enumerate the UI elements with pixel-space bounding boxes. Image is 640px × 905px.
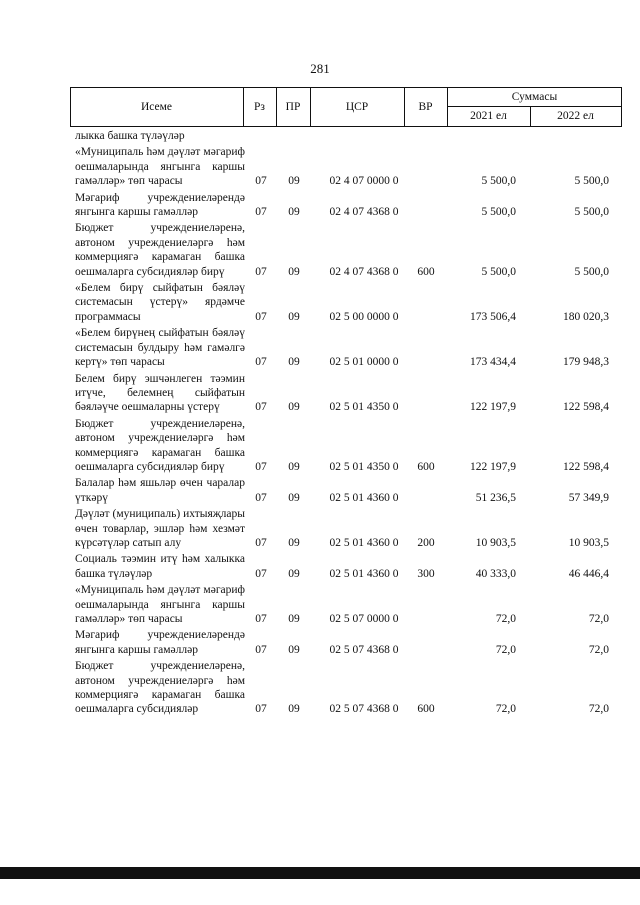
- table-body: [70, 127, 622, 717]
- row-name: Мәгариф учреждениеләрендә янгынга каршы гамәлләр: [75, 629, 245, 656]
- row-pr: 09: [288, 613, 300, 625]
- table-row: [70, 326, 622, 369]
- row-name: Дәүләт (муниципаль) ихтыяҗлары өчен товарлар, эшләр һәм хезмәт күрсәтүләр сатып алу: [75, 508, 245, 549]
- header-sums: Суммасы: [511, 90, 558, 103]
- row-name: Бюджет учреждениеләренә, автоном учреждениеләргә һәм коммерциягә карамаган башка оешмаларга субсидияләр: [75, 660, 245, 716]
- row-sum-2022: 57 349,9: [568, 491, 609, 504]
- row-sum-2021: 173 506,4: [470, 310, 516, 323]
- row-pr: 09: [288, 643, 300, 656]
- row-rz: 07: [255, 567, 267, 580]
- row-sum-2021: 72,0: [495, 643, 516, 656]
- row-name: Бюджет учреждениеләренә, автоном учреждениеләргә һәм коммерциягә карамаган башка оешмаларга субсидияләр бирү: [75, 417, 245, 473]
- row-sum-2021: 122 197,9: [470, 460, 516, 473]
- row-csr: 02 4 07 0000 0: [329, 175, 399, 188]
- row-csr: 02 5 01 4350 0: [329, 401, 399, 414]
- row-vr: 200: [417, 536, 435, 549]
- row-csr: 02 5 07 4368 0: [329, 703, 399, 716]
- row-name: «Белем бирүнең сыйфатын бәяләү системасын булдыру һәм гамәлгә кертү» төп чарасы: [75, 327, 245, 369]
- row-pr: 09: [288, 175, 300, 188]
- row-csr: 02 4 07 4368 0: [329, 265, 399, 278]
- row-sum-2021: 5 500,0: [481, 206, 516, 219]
- table-row: [70, 129, 622, 143]
- row-sum-2022: 122 598,4: [563, 460, 609, 473]
- header-csr: ЦСР: [345, 100, 369, 113]
- row-pr: 09: [288, 567, 300, 580]
- row-rz: 07: [255, 703, 267, 716]
- row-rz: 07: [255, 206, 267, 219]
- row-csr: 02 5 07 4368 0: [329, 643, 399, 656]
- row-sum-2022: 5 500,0: [574, 175, 609, 188]
- row-sum-2022: 72,0: [588, 703, 609, 716]
- page-number: 281: [310, 61, 330, 76]
- row-pr: 09: [288, 356, 300, 369]
- page-bottom-bar: [0, 867, 640, 879]
- row-name: Бюджет учреждениеләренә, автоном учреждениеләргә һәм коммерциягә карамаган башка оешмаларга субсидияләр бирү: [75, 222, 245, 278]
- row-sum-2021: 5 500,0: [481, 265, 516, 278]
- row-sum-2021: 72,0: [495, 613, 516, 625]
- row-csr: 02 5 00 0000 0: [329, 310, 399, 323]
- table-row: [70, 417, 622, 475]
- row-csr: 02 5 01 0000 0: [329, 356, 399, 369]
- row-sum-2021: 51 236,5: [475, 491, 516, 504]
- row-sum-2022: 5 500,0: [574, 265, 609, 278]
- table-header: [70, 87, 622, 127]
- row-rz: 07: [255, 491, 267, 504]
- row-sum-2021: 122 197,9: [470, 401, 516, 414]
- row-rz: 07: [255, 401, 267, 414]
- row-sum-2021: 40 333,0: [475, 567, 516, 580]
- row-sum-2021: 10 903,5: [475, 536, 516, 549]
- row-sum-2021: 72,0: [495, 703, 516, 716]
- row-csr: 02 4 07 4368 0: [329, 206, 399, 219]
- row-sum-2021: 173 434,4: [470, 356, 516, 369]
- row-sum-2022: 72,0: [588, 613, 609, 625]
- header-vr: ВР: [418, 100, 433, 113]
- row-name: Белем бирү эшчәнлеген тәэмин итүче, белемнең сыйфатын бәяләүче оешмаларны үстерү: [75, 372, 245, 414]
- row-pr: 09: [288, 310, 300, 323]
- row-rz: 07: [255, 460, 267, 473]
- row-pr: 09: [288, 460, 300, 473]
- row-vr: 300: [417, 567, 435, 580]
- row-csr: 02 5 01 4360 0: [329, 567, 399, 580]
- table-row: [70, 191, 622, 220]
- row-name: «Муниципаль һәм дәүләт мәгариф оешмаларында янгынга каршы гамәлләр» төп чарасы: [75, 146, 245, 188]
- row-rz: 07: [255, 310, 267, 323]
- table-row: [70, 372, 622, 415]
- row-sum-2022: 72,0: [588, 643, 609, 656]
- row-name: «Белем бирү сыйфатын бәяләү системасын үстерү» ярдәмче программасы: [75, 282, 245, 323]
- row-pr: 09: [288, 536, 300, 549]
- row-pr: 09: [288, 401, 300, 414]
- row-sum-2021: 5 500,0: [481, 175, 516, 188]
- row-name: Мәгариф учреждениеләрендә янгынга каршы гамәлләр: [75, 191, 245, 219]
- row-vr: 600: [417, 460, 435, 473]
- row-pr: 09: [288, 703, 300, 716]
- row-sum-2022: 46 446,4: [568, 567, 609, 580]
- table-row: [70, 221, 622, 279]
- row-name: лыкка башка түләүләр: [75, 130, 185, 142]
- row-rz: 07: [255, 175, 267, 188]
- table-row: [70, 476, 622, 505]
- row-csr: 02 5 01 4350 0: [329, 460, 399, 473]
- row-rz: 07: [255, 356, 267, 369]
- table-row: [70, 145, 622, 188]
- row-name: «Муниципаль һәм дәүләт мәгариф оешмаларында янгынга каршы гамәлләр» төп чарасы: [75, 584, 245, 625]
- table-row: [70, 507, 622, 550]
- row-pr: 09: [288, 265, 300, 278]
- header-name: Исеме: [140, 100, 173, 113]
- row-vr: 600: [417, 703, 435, 716]
- row-sum-2022: 179 948,3: [563, 356, 609, 369]
- table-row: [70, 552, 622, 581]
- row-name: Балалар һәм яшьләр өчен чаралар үткәрү: [75, 477, 245, 504]
- row-sum-2022: 10 903,5: [568, 536, 609, 549]
- row-rz: 07: [255, 643, 267, 656]
- row-pr: 09: [288, 206, 300, 219]
- header-year-2022: 2022 ел: [557, 110, 594, 122]
- header-year-2021: 2021 ел: [470, 110, 507, 122]
- row-csr: 02 5 01 4360 0: [329, 536, 399, 549]
- table-row: [70, 281, 622, 324]
- table-row: [70, 628, 622, 657]
- table-row: [70, 583, 622, 626]
- row-csr: 02 5 07 0000 0: [329, 613, 399, 625]
- row-name: Социаль тәэмин итү һәм халыкка башка түләүләр: [75, 553, 245, 580]
- row-csr: 02 5 01 4360 0: [329, 491, 399, 504]
- table-row: [70, 659, 622, 717]
- row-sum-2022: 5 500,0: [574, 206, 609, 219]
- row-vr: 600: [417, 265, 435, 278]
- header-rz: Рз: [254, 100, 265, 113]
- row-rz: 07: [255, 265, 267, 278]
- row-rz: 07: [255, 613, 267, 625]
- row-pr: 09: [288, 491, 300, 504]
- row-rz: 07: [255, 536, 267, 549]
- row-sum-2022: 122 598,4: [563, 401, 609, 414]
- row-sum-2022: 180 020,3: [563, 310, 609, 323]
- header-pr: ПР: [285, 100, 301, 113]
